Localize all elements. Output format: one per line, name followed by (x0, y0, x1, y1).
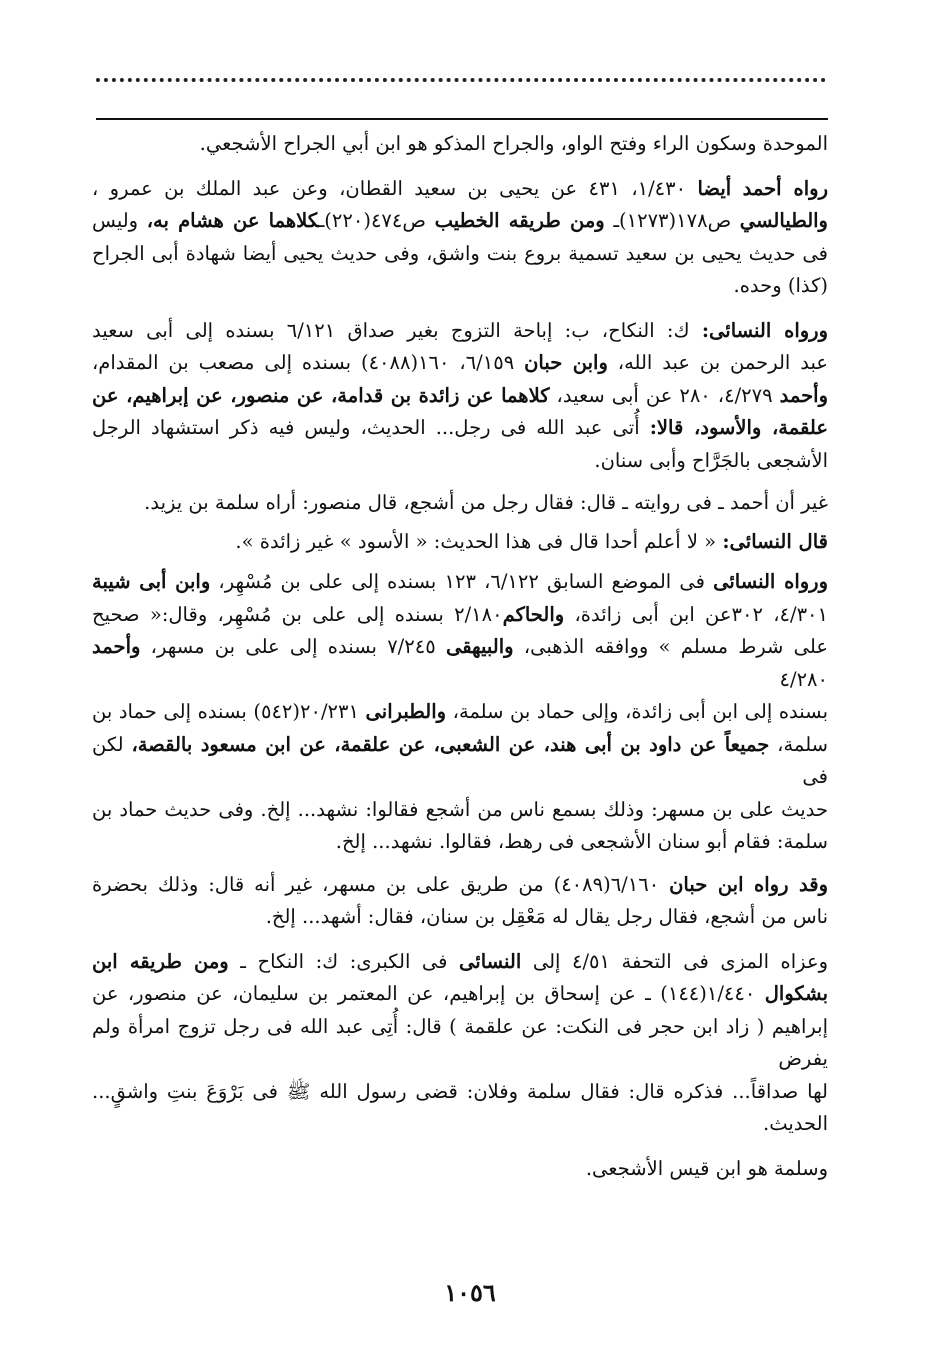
text-segment: (كذا) وحده. (733, 274, 828, 297)
text-line (92, 1108, 828, 1141)
bold-segment: كلاهما عن هشام به، (146, 209, 319, 232)
bold-segment: وأحمد (92, 635, 141, 658)
text-line (92, 526, 828, 559)
text-segment: بسنده إلى ابن أبى زائدة، وإلى حماد بن سلمة، (446, 700, 828, 723)
bold-segment: قال النسائى: (722, 529, 828, 553)
text-segment: فى حديث يحيى بن سعيد تسمية بروع بنت واشق، وفى حديث يحيى أيضا شهادة أبى الجراح (92, 241, 828, 265)
text-line (92, 631, 828, 696)
bold-segment: كلاهما عن زائدة بن قدامة، عن منصور، عن إبراهيم، عن (92, 383, 550, 407)
bold-segment: ومن طريقه الخطيب (434, 209, 605, 232)
paragraph (92, 487, 828, 520)
text-segment: ص١٧٨(١٢٧٣)ـ (604, 209, 740, 232)
bold-segment: وابن حبان (524, 351, 608, 374)
text-segment: ٦/١٦٠(٤٠٨٩) من طريق على بن مسهر، غير أنه قال: وذلك بحضرة (92, 872, 670, 896)
bold-segment: أيضا (697, 176, 732, 200)
text-segment: فى الكبرى: ك: النكاح ـ (228, 949, 460, 973)
text-line (92, 380, 828, 413)
text-line (92, 869, 828, 902)
text-line (92, 794, 828, 827)
bold-segment: بشكوال (764, 982, 829, 1005)
text-segment: ناس من أشجع، فقال رجل يقال له مَعْقِل بن سنان، فقال: أشهد... إلخ. (265, 905, 828, 928)
paragraph (92, 1153, 828, 1186)
footnote-body (92, 128, 828, 1193)
bold-segment: ورواه النسائى (713, 570, 828, 593)
text-line (92, 901, 828, 934)
text-line (92, 1011, 828, 1076)
text-segment: ٧/٢٤٥ بسنده إلى على بن مسهر، (140, 635, 446, 658)
text-segment: وليس (92, 209, 147, 232)
text-segment: سلمة: فقام أبو سنان الأشجعى فى رهط، فقالوا. نشهد... إلخ. (335, 830, 828, 853)
text-segment: وسلمة هو ابن قيس الأشجعى. (585, 1156, 828, 1180)
page-number: ١٠٥٦ (444, 1278, 496, 1307)
text-line (92, 412, 828, 445)
text-line (92, 946, 828, 979)
text-segment: على شرط مسلم » ووافقه الذهبى، (513, 635, 828, 658)
paragraph (92, 173, 828, 303)
text-segment: إبراهيم ( زاد ابن حجر فى النكت: عن علقمة ) قال: أُتِى عبد الله فى رجل تزوج امرأة ولم يفرض (92, 1014, 828, 1070)
paragraph (92, 526, 828, 559)
text-line (92, 270, 828, 303)
bold-segment: وأحمد (779, 383, 829, 407)
bold-segment: والحاكم (502, 602, 565, 626)
text-segment: الأشجعى بالجَرَّاح وأبى سنان. (594, 448, 828, 472)
text-segment: لكن فى (92, 732, 828, 788)
bold-segment: وقد رواه ابن حبان (669, 872, 828, 896)
header-dotted-line (96, 78, 826, 82)
text-line (92, 1153, 828, 1186)
text-line (92, 445, 828, 478)
bold-segment: ومن طريقه ابن (92, 949, 229, 973)
text-segment: أُتى عبد الله فى رجل... الحديث، وليس فيه ذكر استشهاد الرجل (92, 416, 650, 439)
text-segment: غير أن أحمد ـ فى روايته ـ قال: فقال رجل من أشجع، قال منصور: أراه سلمة بن يزيد. (144, 491, 828, 514)
text-segment: ص٤٧٤(٢٢٠)ـ (318, 209, 435, 232)
text-line (92, 566, 828, 599)
text-segment: ٤/٢٧٩، ٢٨٠ عن أبى سعيد، (549, 383, 780, 407)
bold-segment: والبيهقى (445, 635, 514, 658)
text-line (92, 696, 828, 729)
text-segment: ٦/١٥٩، ١٦٠(٤٠٨٨) بسنده إلى مصعب بن المقدام، (92, 351, 525, 374)
text-segment: الموحدة وسكون الراء وفتح الواو، والجراح المذكو هو ابن أبي الجراح الأشجعي. (199, 132, 828, 155)
text-segment: حديث على بن مسهر: وذلك بسمع ناس من أشجع فقالوا: نشهد... إلخ. وفى حديث حماد بن (92, 797, 828, 821)
bold-segment: جميعاً عن داود بن أبى هند، عن الشعبى، عن علقمة، عن ابن مسعود بالقصة، (131, 732, 770, 756)
text-line (92, 128, 828, 161)
text-segment: لها صداقاً... فذكره قال: فقال سلمة وفلان: قضى رسول الله ﷺ فى بَرْوَعَ بنتِ واشقٍ... (92, 1079, 828, 1103)
text-segment: وعزاه المزى فى التحفة ٤/٥١ إلى (521, 949, 828, 973)
text-line (92, 487, 828, 520)
text-line (92, 729, 828, 794)
paragraph (92, 869, 828, 934)
text-segment: ١/٤٤٠(١٤٤) ـ عن إسحاق بن إبراهيم، عن المعتمر بن سليمان، عن منصور، عن (92, 982, 765, 1005)
bold-segment: والطيالسي (739, 209, 828, 232)
paragraph (92, 566, 828, 859)
bold-segment: النسائى (459, 949, 522, 973)
paragraph (92, 128, 828, 161)
text-segment: فى الموضع السابق ٦/١٢٢، ١٢٣ بسنده إلى على بن مُسْهِر، (210, 570, 714, 593)
text-line (92, 238, 828, 271)
text-line (92, 347, 828, 380)
text-line (92, 315, 828, 348)
bold-segment: والطبرانى (365, 700, 447, 723)
text-line (92, 1076, 828, 1109)
text-segment: ٢/١٨٠ بسنده إلى على بن مُسْهِر، وقال:« صحيح (92, 602, 503, 626)
text-line (92, 173, 828, 206)
text-segment: ٢٠/٢٣١(٥٤٢) بسنده إلى حماد بن (92, 700, 366, 723)
paragraph (92, 315, 828, 478)
text-segment: ١/٤٣٠، ٤٣١ عن يحيى بن سعيد القطان، وعن عبد الملك بن عمرو ، (92, 176, 698, 200)
footnote-rule (96, 118, 828, 120)
text-line (92, 205, 828, 238)
text-line (92, 826, 828, 859)
text-line (92, 978, 828, 1011)
text-segment: عبد الرحمن بن عبد الله، (607, 351, 828, 374)
text-segment: « لا أعلم أحدا قال فى هذا الحديث: « الأسود » غير زائدة ». (235, 529, 723, 553)
paragraph (92, 946, 828, 1141)
text-segment: ٤/٢٨٠ (779, 667, 828, 691)
bold-segment: ورواه النسائى: (701, 318, 829, 342)
text-segment (731, 177, 742, 200)
text-line (92, 599, 828, 632)
text-segment: ٤/٣٠١، ٣٠٢عن ابن أبى زائدة، (564, 602, 828, 626)
text-segment: سلمة، (769, 732, 828, 756)
bold-segment: رواه أحمد (742, 176, 828, 200)
bold-segment: علقمة، والأسود، قالا: (649, 416, 828, 439)
text-segment: ك: النكاح، ب: إباحة التزوج بغير صداق ٦/١٢١ بسنده إلى أبى سعيد (92, 318, 702, 342)
bold-segment: وابن أبى شيبة (92, 570, 211, 593)
text-segment: الحديث. (763, 1112, 828, 1135)
